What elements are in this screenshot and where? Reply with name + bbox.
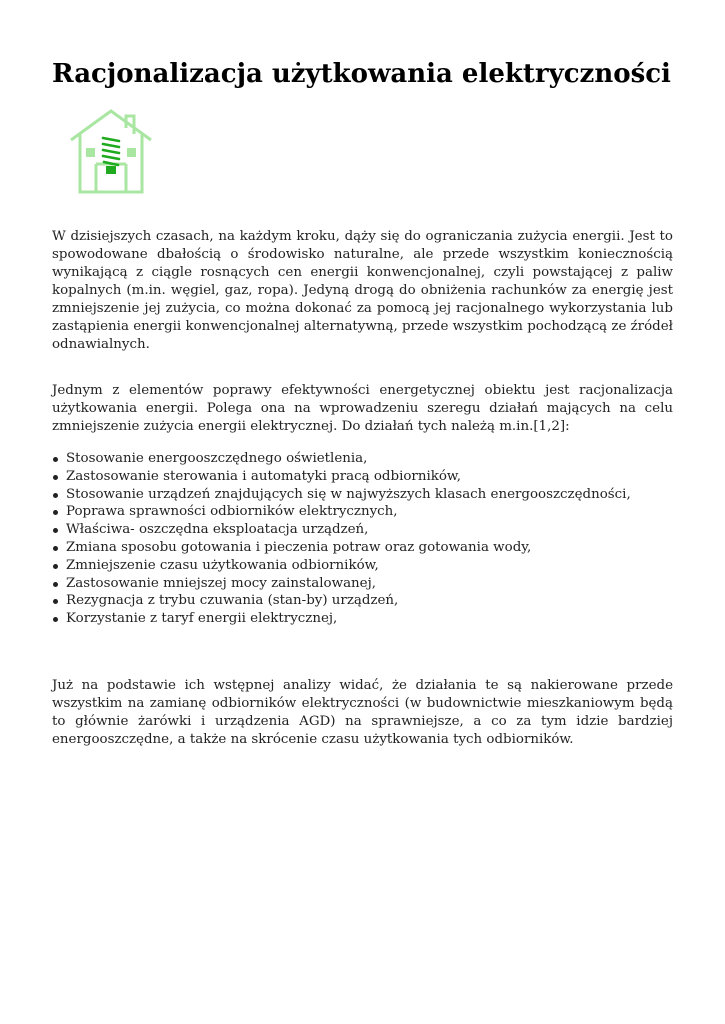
measures-intro-paragraph: Jednym z elementów poprawy efektywności energetycznej obiektu jest racjonalizacja użytkowania energii. Polega ona na wprowadzeniu szeregu działań mających na celu zmniejszenie zużycia energii elektrycznej. Do działań tych należą m.in.[1,2]: [52, 383, 673, 434]
list-item: Stosowanie energooszczędnego oświetlenia, [66, 450, 631, 468]
list-item: Rezygnacja z trybu czuwania (stan-by) urządzeń, [66, 592, 631, 610]
list-item: Właściwa- oszczędna eksploatacja urządzeń, [66, 521, 631, 539]
page-title: Racjonalizacja użytkowania elektryczności [52, 59, 671, 89]
measures-list [52, 450, 631, 628]
list-item: Korzystanie z taryf energii elektrycznej, [66, 610, 631, 628]
list-item: Stosowanie urządzeń znajdujących się w najwyższych klasach energooszczędności, [66, 486, 631, 502]
list-item: Zmniejszenie czasu użytkowania odbiorników, [66, 557, 631, 575]
conclusion-paragraph: Już na podstawie ich wstępnej analizy widać, że działania te są nakierowane przede wszystkim na zamianę odbiorników elektryczności (w budownictwie mieszkaniowym będą to głównie żarówki i urządzenia AGD) na sprawniejsze, a co za tym idzie bardziej energooszczędne, a także na skrócenie czasu użytkowania tych odbiorników. [52, 678, 673, 747]
house-bulb-icon [68, 108, 154, 196]
list-item: Zmiana sposobu gotowania i pieczenia potraw oraz gotowania wody, [66, 539, 631, 557]
intro-paragraph: W dzisiejszych czasach, na każdym kroku, dąży się do ograniczania zużycia energii. Jest to spowodowane dbałością o środowisko naturalne, ale przede wszystkim koniecznością wynikającą z ciągle rosnących cen energii konwencjonalnej, czyli powstającej z paliw kopalnych (m.in. węgiel, gaz, ropa). Jedyną drogą do obniżenia rachunków za energię jest zmniejszenie jej zużycia, co można dokonać za pomocą jej racjonalnego wykorzystania lub zastąpienia energii konwencjonalnej alternatywną, przede wszystkim pochodzącą ze źródeł odnawialnych. [52, 229, 673, 352]
list-item: Zastosowanie mniejszej mocy zainstalowanej, [66, 575, 631, 593]
list-item: Zastosowanie sterowania i automatyki pracą odbiorników, [66, 468, 631, 486]
list-item: Poprawa sprawności odbiorników elektrycznych, [66, 503, 631, 521]
